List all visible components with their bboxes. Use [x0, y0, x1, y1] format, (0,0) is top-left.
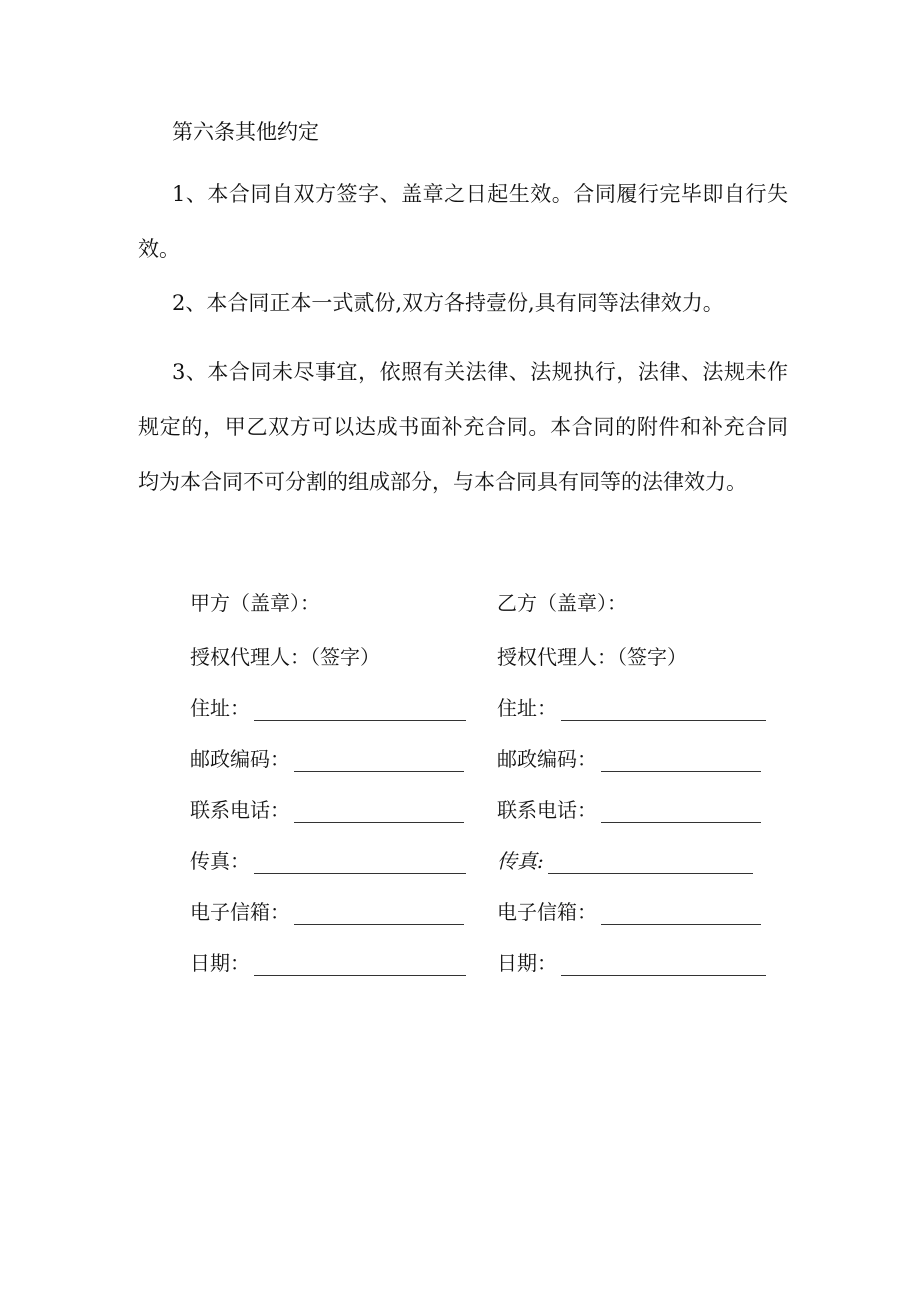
party-b-email-label: 电子信箱：	[497, 900, 597, 924]
party-a-seal-row	[190, 566, 480, 620]
party-b-phone-label: 联系电话：	[497, 798, 597, 822]
party-b-postcode-field[interactable]	[601, 747, 761, 772]
party-b-fax-label: 传真:	[497, 849, 544, 873]
party-a-email-row	[190, 878, 480, 929]
party-a-seal-label: 甲方（盖章）：	[190, 591, 320, 615]
party-b-agent-row	[497, 620, 787, 674]
party-b-signature-block	[497, 566, 787, 980]
party-b-phone-field[interactable]	[601, 798, 761, 823]
party-b-fax-field[interactable]	[548, 849, 753, 874]
party-a-phone-row	[190, 776, 480, 827]
party-a-postcode-label: 邮政编码：	[190, 747, 290, 771]
party-b-fax-row	[497, 827, 787, 878]
party-b-agent-label: 授权代理人：（签字）	[497, 645, 687, 669]
party-a-date-field[interactable]	[254, 951, 466, 976]
party-b-phone-row	[497, 776, 787, 827]
party-b-email-field[interactable]	[601, 900, 761, 925]
party-a-postcode-field[interactable]	[294, 747, 464, 772]
party-b-address-row	[497, 674, 787, 725]
party-a-fax-field[interactable]	[254, 849, 466, 874]
party-a-fax-row	[190, 827, 480, 878]
party-b-date-label: 日期：	[497, 951, 557, 975]
party-a-phone-label: 联系电话：	[190, 798, 290, 822]
party-a-email-label: 电子信箱：	[190, 900, 290, 924]
party-a-date-row	[190, 929, 480, 980]
party-a-date-label: 日期：	[190, 951, 250, 975]
clause-1: 1、本合同自双方签字、盖章之日起生效。合同履行完毕即自行失效。	[138, 182, 788, 261]
party-b-seal-row	[497, 566, 787, 620]
party-b-postcode-row	[497, 725, 787, 776]
party-b-email-row	[497, 878, 787, 929]
clause-2: 2、本合同正本一式贰份,双方各持壹份,具有同等法律效力。	[172, 291, 724, 315]
party-a-signature-block	[190, 566, 480, 980]
party-b-date-row	[497, 929, 787, 980]
party-b-seal-label: 乙方（盖章）：	[497, 591, 627, 615]
party-a-address-row	[190, 674, 480, 725]
party-a-agent-row	[190, 620, 480, 674]
party-b-postcode-label: 邮政编码：	[497, 747, 597, 771]
party-a-address-field[interactable]	[254, 696, 466, 721]
party-a-fax-label: 传真：	[190, 849, 250, 873]
party-a-phone-field[interactable]	[294, 798, 464, 823]
article-title: 第六条其他约定	[172, 120, 319, 144]
party-a-agent-label: 授权代理人：（签字）	[190, 645, 380, 669]
party-a-postcode-row	[190, 725, 480, 776]
clause-3: 3、本合同未尽事宜，依照有关法律、法规执行，法律、法规未作规定的，甲乙双方可以达成书面补充合同。本合同的附件和补充合同均为本合同不可分割的组成部分，与本合同具有同等的法律效力。	[138, 360, 788, 494]
party-a-address-label: 住址：	[190, 696, 250, 720]
party-b-date-field[interactable]	[561, 951, 766, 976]
party-b-address-label: 住址：	[497, 696, 557, 720]
party-b-address-field[interactable]	[561, 696, 766, 721]
party-a-email-field[interactable]	[294, 900, 464, 925]
